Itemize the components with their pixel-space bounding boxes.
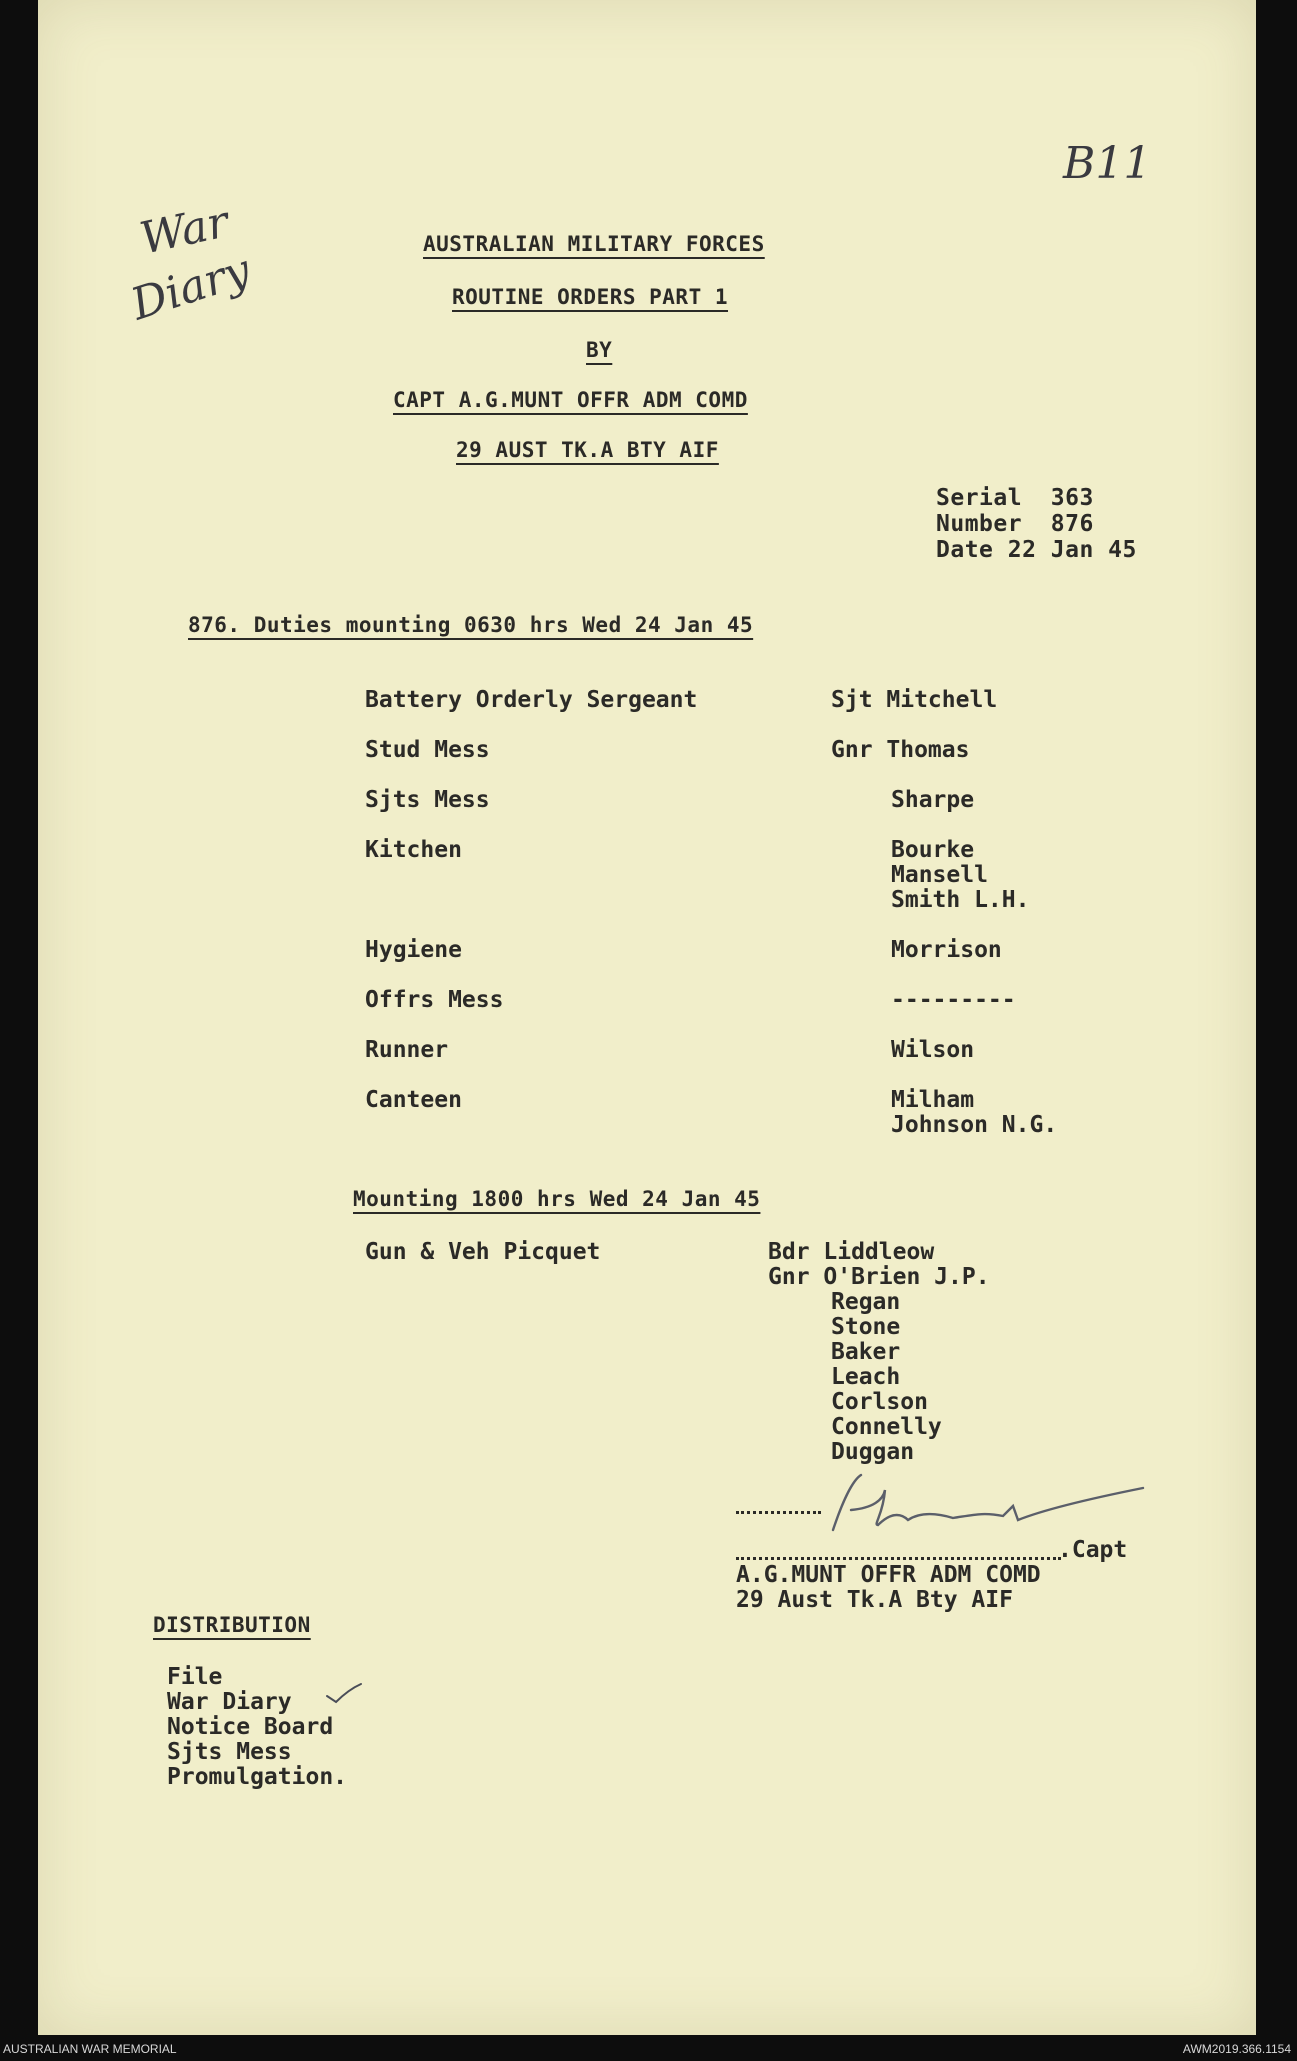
picquet-name-7: Corlson [831, 1389, 928, 1415]
duty-row-4-duty: Kitchen [365, 837, 462, 863]
duty-row-7-name: Wilson [891, 1037, 975, 1063]
distribution-heading: DISTRIBUTION [153, 1613, 311, 1637]
signature-unit: 29 Aust Tk.A Bty AIF [736, 1587, 1013, 1613]
order-number: Number 876 [936, 511, 1094, 537]
document-page [38, 0, 1256, 2035]
picquet-name-1: Bdr Liddleow [768, 1239, 935, 1265]
duty-row-3-duty: Sjts Mess [365, 787, 490, 813]
duty-row-5-duty: Hygiene [365, 937, 462, 963]
picquet-name-2: Gnr O'Brien J.P. [768, 1264, 990, 1290]
signature-dotted-line-upper [736, 1511, 821, 1514]
distribution-item: Sjts Mess [167, 1739, 292, 1765]
duty-row-8-duty: Canteen [365, 1087, 462, 1113]
duty-row-3-name: Sharpe [891, 787, 975, 813]
corner-reference-note: B11 [1063, 138, 1152, 189]
picquet-name-9: Duggan [831, 1439, 915, 1465]
header-line-3: BY [586, 338, 613, 362]
duty-row-5-name: Morrison [891, 937, 1002, 963]
signature-rank: .Capt [1058, 1537, 1128, 1563]
header-line-5: 29 AUST TK.A BTY AIF [456, 438, 719, 462]
duty-row-4-name-1: Bourke [891, 837, 975, 863]
duty-row-6-duty: Offrs Mess [365, 987, 504, 1013]
header-line-1: AUSTRALIAN MILITARY FORCES [423, 232, 765, 256]
picquet-name-5: Baker [831, 1339, 901, 1365]
signature-dotted-line [736, 1557, 1061, 1560]
duty-row-7-duty: Runner [365, 1037, 449, 1063]
duty-row-1-duty: Battery Orderly Sergeant [365, 687, 698, 713]
picquet-name-3: Regan [831, 1289, 901, 1315]
footer-accession-number: AWM2019.366.1154 [1182, 2042, 1291, 2056]
signature-name: A.G.MUNT OFFR ADM COMD [736, 1562, 1041, 1588]
margin-note-line-1: War [135, 196, 234, 265]
duty-row-4-name-2: Mansell [891, 862, 988, 888]
picquet-name-6: Leach [831, 1364, 901, 1390]
picquet-name-4: Stone [831, 1314, 901, 1340]
header-line-2: ROUTINE ORDERS PART 1 [452, 285, 729, 309]
duty-row-8-name-1: Milham [891, 1087, 975, 1113]
distribution-item: Notice Board [167, 1714, 334, 1740]
picquet-duty: Gun & Veh Picquet [365, 1239, 601, 1265]
duty-row-1-name: Sjt Mitchell [831, 687, 998, 713]
duty-row-2-name: Gnr Thomas [831, 737, 970, 763]
distribution-item: File [167, 1664, 223, 1690]
footer-source: AUSTRALIAN WAR MEMORIAL [3, 2042, 177, 2056]
header-line-4: CAPT A.G.MUNT OFFR ADM COMD [393, 388, 748, 412]
footer-bar [0, 2037, 1297, 2061]
distribution-item: Promulgation. [167, 1764, 348, 1790]
serial-number: Serial 363 [936, 485, 1094, 511]
handwritten-signature [813, 1470, 1173, 1540]
order-date: Date 22 Jan 45 [936, 537, 1137, 563]
duty-row-2-duty: Stud Mess [365, 737, 490, 763]
distribution-item: War Diary [167, 1689, 292, 1715]
section-2-heading: Mounting 1800 hrs Wed 24 Jan 45 [353, 1187, 761, 1211]
margin-note-line-2: Diary [125, 244, 257, 331]
tick-mark [324, 1682, 364, 1706]
duty-row-4-name-3: Smith L.H. [891, 887, 1030, 913]
duty-row-6-name: --------- [891, 987, 1016, 1013]
picquet-name-8: Connelly [831, 1414, 942, 1440]
section-1-heading: 876. Duties mounting 0630 hrs Wed 24 Jan 45 [188, 613, 754, 637]
duty-row-8-name-2: Johnson N.G. [891, 1112, 1058, 1138]
